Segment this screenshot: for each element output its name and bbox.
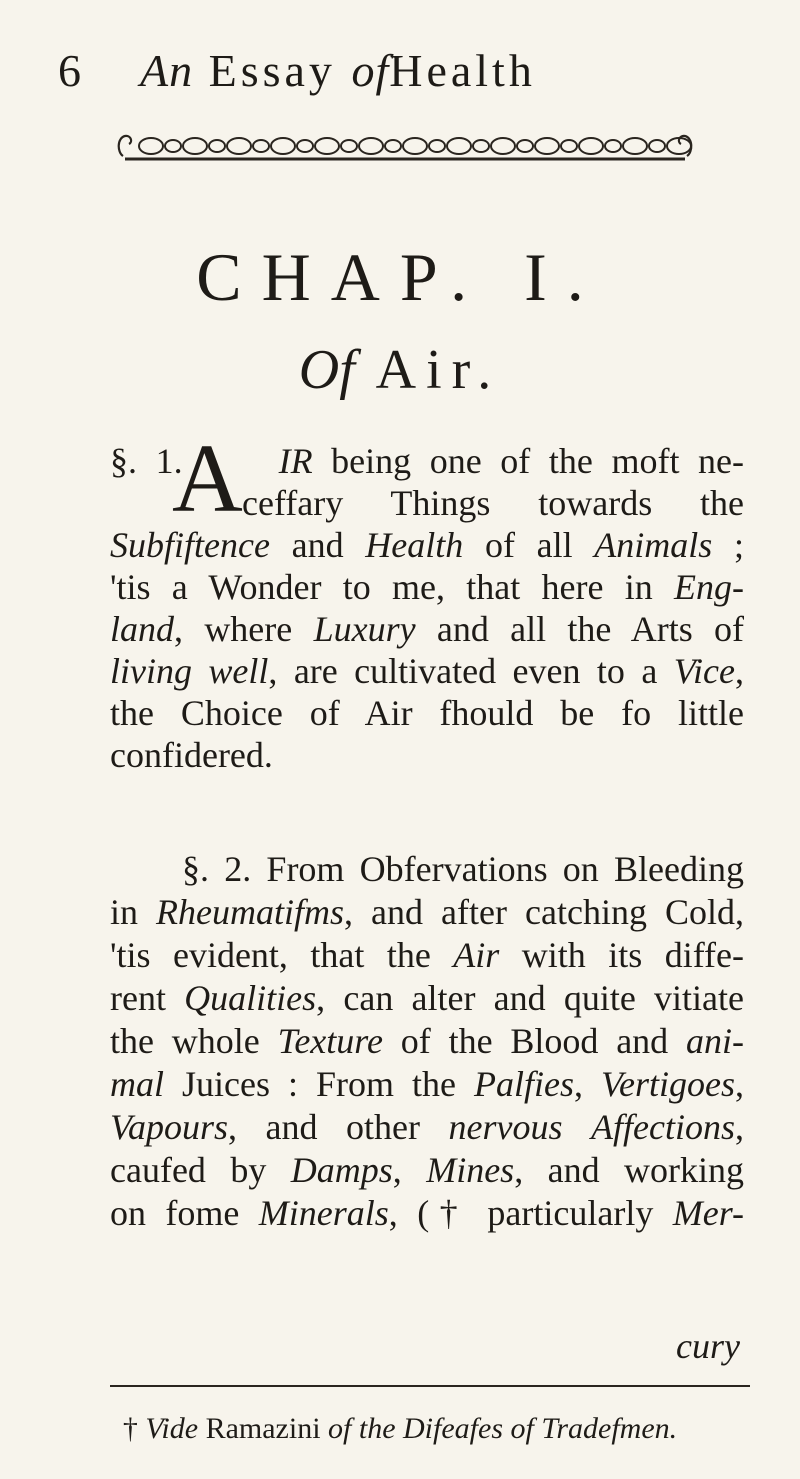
title-health: Health [389, 45, 536, 96]
para1-line-7: the Choice of Air fhould be fo little [110, 693, 744, 733]
para1-line-2: ceffary Things towards the [242, 483, 744, 523]
ornament-border [115, 122, 695, 166]
para2-line-6: mal Juices : From the Palfies, Vertigoes, [110, 1064, 744, 1104]
para2-line-1: §. 2. From Obfervations on Bleeding [182, 849, 744, 889]
subtitle-air: Air. [375, 339, 502, 401]
para2-line-5: the whole Texture of the Blood and ani- [110, 1021, 744, 1061]
para1-line-8: confidered. [110, 735, 273, 775]
para2-line-4: rent Qualities, can alter and quite vitiate [110, 978, 744, 1018]
para2-line-3: 'tis evident, that the Air with its diffe- [110, 935, 744, 975]
para2-line-2: in Rheumatifms, and after catching Cold, [110, 892, 744, 932]
running-header [58, 42, 758, 102]
para2-line-9: on fome Minerals, († particularly Mer- [110, 1193, 744, 1233]
subtitle-of: Of [298, 339, 355, 401]
running-title [140, 44, 536, 97]
para1-line-6: living well, are cultivated even to a Vice, [110, 651, 745, 691]
page-number: 6 [58, 45, 81, 96]
paragraph-1 [110, 440, 744, 776]
para1-line-1: §. 1. IR being one of the moft ne- [110, 441, 745, 481]
catchword: cury [676, 1326, 740, 1366]
chapter-subtitle [0, 338, 800, 402]
drop-cap: A [172, 425, 243, 533]
dagger-mark: † [122, 1412, 146, 1445]
paragraph-2 [110, 848, 744, 1235]
title-an: An [140, 45, 194, 96]
footnote-rule [110, 1385, 750, 1387]
para2-line-8: caufed by Damps, Mines, and working [110, 1150, 744, 1190]
para1-line-5: land, where Luxury and all the Arts of [110, 609, 744, 649]
title-of: of [351, 45, 390, 96]
chapter-heading: CHAP. I. [196, 239, 604, 315]
footnote-title: of the Difeafes of Tradefmen. [328, 1412, 678, 1445]
title-essay: Essay [208, 45, 336, 96]
footnote-vide: Vide [145, 1412, 199, 1445]
section-mark-1: §. 1. [110, 441, 183, 481]
para1-line-3: Subfiftence and Health of all Animals ; [110, 525, 744, 565]
para1-line-4: 'tis a Wonder to me, that here in Eng- [110, 567, 744, 607]
para2-line-7: Vapours, and other nervous Affections, [110, 1107, 744, 1147]
footnote [0, 1412, 800, 1446]
footnote-author: Ramazini [198, 1412, 329, 1445]
